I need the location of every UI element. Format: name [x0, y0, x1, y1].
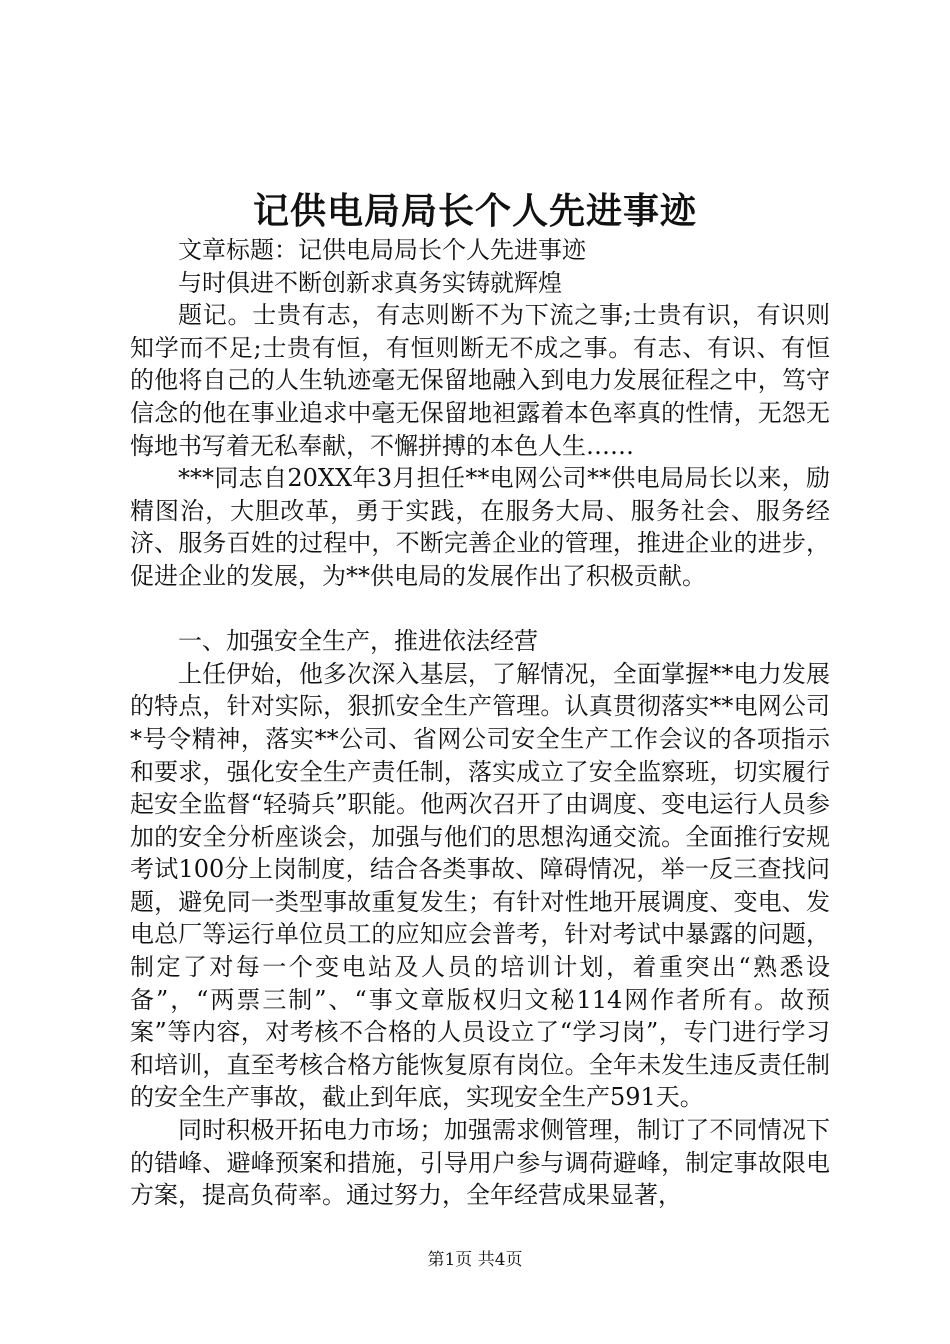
subtitle-line: 与时俱进不断创新求真务实铸就辉煌	[178, 268, 562, 297]
body-paragraph: 上任伊始，他多次深入基层，了解情况，全面掌握**电力发展的特点，针对实际，狠抓安全生产管理。认真贯彻落实**电网公司*号令精神，落实**公司、省网公司安全生产工作会议的各项指示和要求，强化安全生产责任制，落实成立了安全监察班，切实履行起安全监督“轻骑兵”职能。他两次召开了由调度、变电运行人员参加的安全分析座谈会，加强与他们的思想沟通交流。全面推行安规考试100分上岗制度，结合各类事故、障碍情况，举一反三查找问题，避免同一类型事故重复发生；有针对性地开展调度、变电、发电总厂等运行单位员工的应知应会普考，针对考试中暴露的问题，制定了对每一个变电站及人员的培训计划，着重突出“熟悉设备”，“两票三制”、“事文章版权归文秘114网作者所有。故预案”等内容，对考核不合格的人员设立了“学习岗”，专门进行学习和培训，直至考核合格方能恢复原有岗位。全年未发生违反责任制的安全生产事故，截止到年底，实现安全生产591天。	[130, 659, 830, 1112]
body-paragraph: 同时积极开拓电力市场；加强需求侧管理，制订了不同情况下的错峰、避峰预案和措施，引导用户参与调荷避峰，制定事故限电方案，提高负荷率。通过努力，全年经营成果显著，	[130, 1116, 830, 1210]
document-body	[130, 234, 830, 1212]
page-footer: 第1页 共4页	[427, 1250, 523, 1270]
epigraph-paragraph: 题记。士贵有志，有志则断不为下流之事;士贵有识，有识则知学而不足;士贵有恒，有恒则断无不成之事。有志、有识、有恒的他将自己的人生轨迹毫无保留地融入到电力发展征程之中，笃守信念的他在事业追求中毫无保留地袒露着本色率真的性情，无怨无悔地书写着无私奉献，不懈拼搏的本色人生……	[130, 301, 830, 460]
article-title-line: 文章标题：记供电局局长个人先进事迹	[178, 236, 586, 264]
section-heading: 一、加强安全生产，推进依法经营	[178, 627, 538, 656]
intro-paragraph: ***同志自20XX年3月担任**电网公司**供电局局长以来，励精图治，大胆改革，勇于实践，在服务大局、服务社会、服务经济、服务百姓的过程中，不断完善企业的管理，推进企业的进步，促进企业的发展，为**供电局的发展作出了积极贡献。	[130, 464, 830, 590]
paragraph-spacer	[130, 593, 830, 626]
document-title: 记供电局局长个人先进事迹	[252, 190, 697, 232]
